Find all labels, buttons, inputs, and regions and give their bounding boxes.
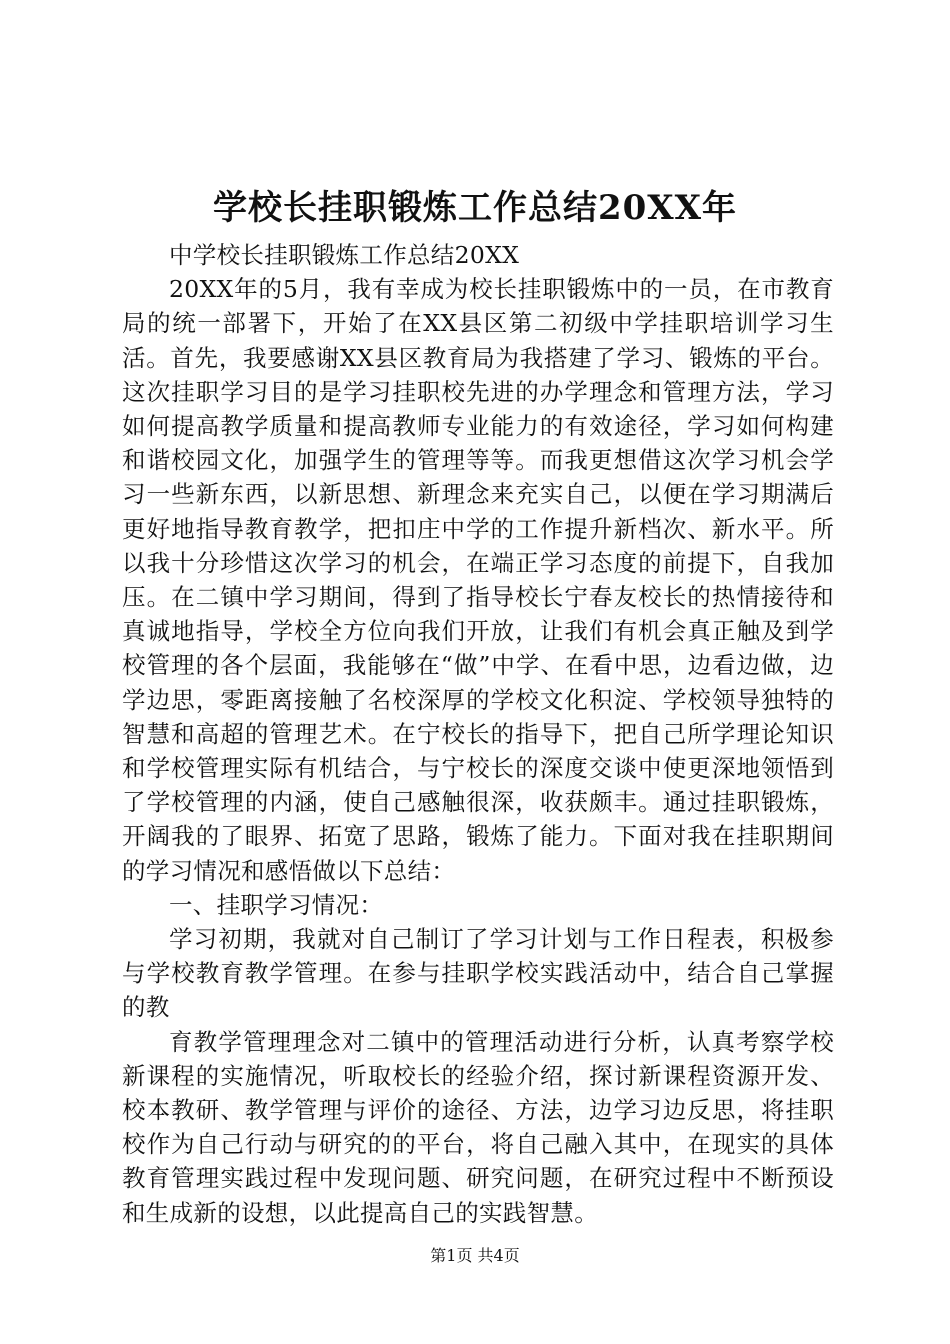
paragraph-section-1: 学习初期，我就对自己制订了学习计划与工作日程表，积极参与学校教育教学管理。在参与挂职学校实践活动中，结合自己掌握的教 (122, 925, 834, 1022)
section-heading: 一、挂职学习情况： (169, 890, 384, 919)
document-title: 学校长挂职锻炼工作总结20XX年 (212, 188, 738, 228)
page-footer: 第1页 共4页 (430, 1246, 520, 1265)
paragraph-subtitle: 中学校长挂职锻炼工作总结20XX (169, 241, 520, 269)
paragraph-section-1-continued: 育教学管理理念对二镇中的管理活动进行分析，认真考察学校新课程的实施情况，听取校长的经验介绍，探讨新课程资源开发、校本教研、教学管理与评价的途径、方法，边学习边反思，将挂职校作为自己行动与研究的的平台，将自己融入其中，在现实的具体教育管理实践过程中发现问题、研究问题，在研究过程中不断预设和生成新的设想，以此提高自己的实践智慧。 (122, 1027, 834, 1227)
paragraph-intro: 20XX年的5月，我有幸成为校长挂职锻炼中的一员，在市教育局的统一部署下，开始了在XX县区第二初级中学挂职培训学习生活。首先，我要感谢XX县区教育局为我搭建了学习、锻炼的平台。这次挂职学习目的是学习挂职校先进的办学理念和管理方法，学习如何提高教学质量和提高教师专业能力的有效途径，学习如何构建和谐校园文化，加强学生的管理等等。而我更想借这次学习机会学习一些新东西，以新思想、新理念来充实自己，以便在学习期满后更好地指导教育教学，把扣庄中学的工作提升新档次、新水平。所以我十分珍惜这次学习的机会，在端正学习态度的前提下，自我加压。在二镇中学习期间，得到了指导校长宁春友校长的热情接待和真诚地指导，学校全方位向我们开放，让我们有机会真正触及到学校管理的各个层面，我能够在“做”中学、在看中思，边看边做，边学边思，零距离接触了名校深厚的学校文化积淀、学校领导独特的智慧和高超的管理艺术。在宁校长的指导下，把自己所学理论知识和学校管理实际有机结合，与宁校长的深度交谈中使更深地领悟到了学校管理的内涵，使自己感触很深，收获颇丰。通过挂职锻炼，开阔我的了眼界、拓宽了思路，锻炼了能力。下面对我在挂职期间的学习情况和感悟做以下总结： (122, 275, 834, 885)
document-body (122, 238, 834, 1230)
